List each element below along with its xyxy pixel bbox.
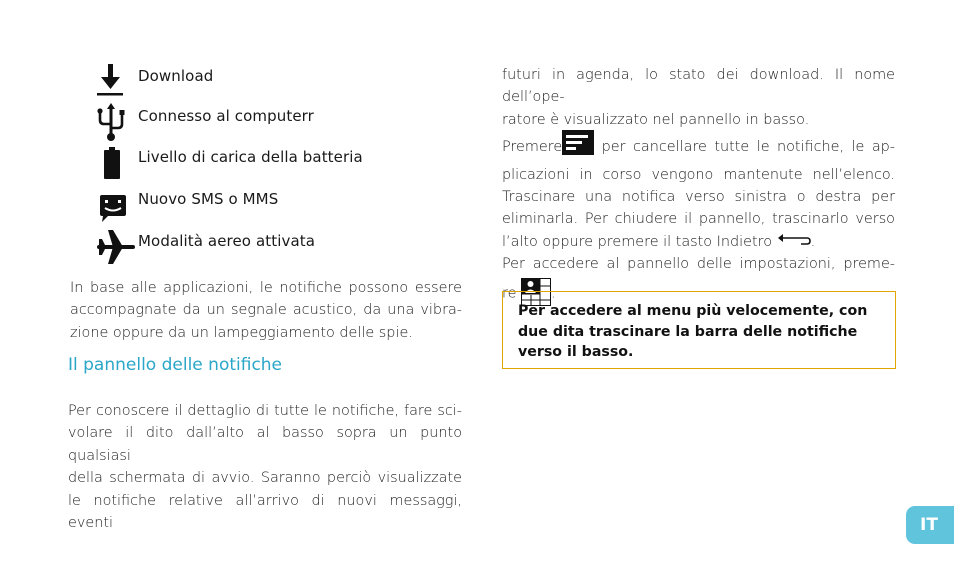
usb-icon — [96, 102, 136, 138]
tip-text: Per accedere al menu più velocemente, con due dita trascinare la barra delle notifiche verso il basso. — [518, 303, 868, 360]
intro-line: accompagnate da un segnale acustico, da una vibra- — [70, 302, 462, 319]
intro-line: zione oppure da un lampeggiamento delle spie. — [70, 324, 413, 341]
right-line: futuri in agenda, lo stato dei download. Il nome dell’ope- — [502, 67, 895, 106]
sms-label: Nuovo SMS o MMS — [138, 190, 279, 208]
back-icon — [777, 231, 811, 253]
right-line-text: . — [810, 234, 816, 251]
right-line: eliminarla. Per chiudere il pannello, trascinarlo verso — [502, 211, 895, 228]
usb-label: Connesso al computerr — [138, 107, 314, 125]
right-line: ratore è visualizzato nel pannello in basso. — [502, 111, 810, 128]
right-line: Trascinare una notifica verso sinistra o destra per — [502, 189, 895, 206]
battery-label: Livello di carica della batteria — [138, 148, 363, 166]
notification-icon-sms — [96, 185, 456, 221]
right-line: Per accedere al pannello delle impostazioni, preme- — [502, 256, 895, 273]
airplane-icon — [96, 227, 136, 263]
intro-line: In base alle applicazioni, le notifiche possono essere — [70, 280, 462, 296]
section-heading: Il pannello delle notifiche — [68, 355, 283, 375]
body-line: Per conoscere il dettaglio di tutte le notifiche, fare sci- — [68, 403, 462, 419]
intro-paragraph — [70, 277, 462, 344]
body-line: volare il dito dall’alto al basso sopra un punto qualsiasi — [68, 425, 462, 464]
notification-icon-download — [96, 62, 456, 98]
right-line-back — [502, 231, 895, 254]
right-paragraph — [502, 64, 895, 311]
right-line-text: Premere — [502, 139, 563, 156]
notification-icon-usb — [96, 102, 456, 138]
airplane-label: Modalità aereo attivata — [138, 232, 316, 250]
right-line-text: re — [502, 285, 522, 302]
right-line-text: per cancellare tutte le notifiche, le ap- — [594, 139, 895, 156]
right-line-clear — [502, 131, 895, 163]
body-paragraph — [68, 400, 462, 534]
body-line: della schermata di avvio. Saranno perciò visualizzate — [68, 470, 462, 487]
right-line: plicazioni in corso vengono mantenute nell’elenco. — [502, 166, 895, 183]
battery-icon — [96, 143, 136, 179]
notification-icon-battery — [96, 143, 456, 179]
body-line: le notifiche relative all’arrivo di nuovi messaggi, eventi — [68, 492, 462, 532]
tip-box — [502, 291, 896, 369]
right-line-text: . — [551, 285, 556, 302]
right-line-text: l’alto oppure premere il tasto Indietro — [502, 234, 777, 251]
language-tab: IT — [906, 506, 954, 544]
download-label: Download — [138, 67, 214, 85]
download-icon — [96, 62, 136, 98]
sms-icon — [96, 185, 136, 221]
clear-notifications-icon — [562, 130, 594, 162]
notification-icon-airplane — [96, 227, 456, 263]
